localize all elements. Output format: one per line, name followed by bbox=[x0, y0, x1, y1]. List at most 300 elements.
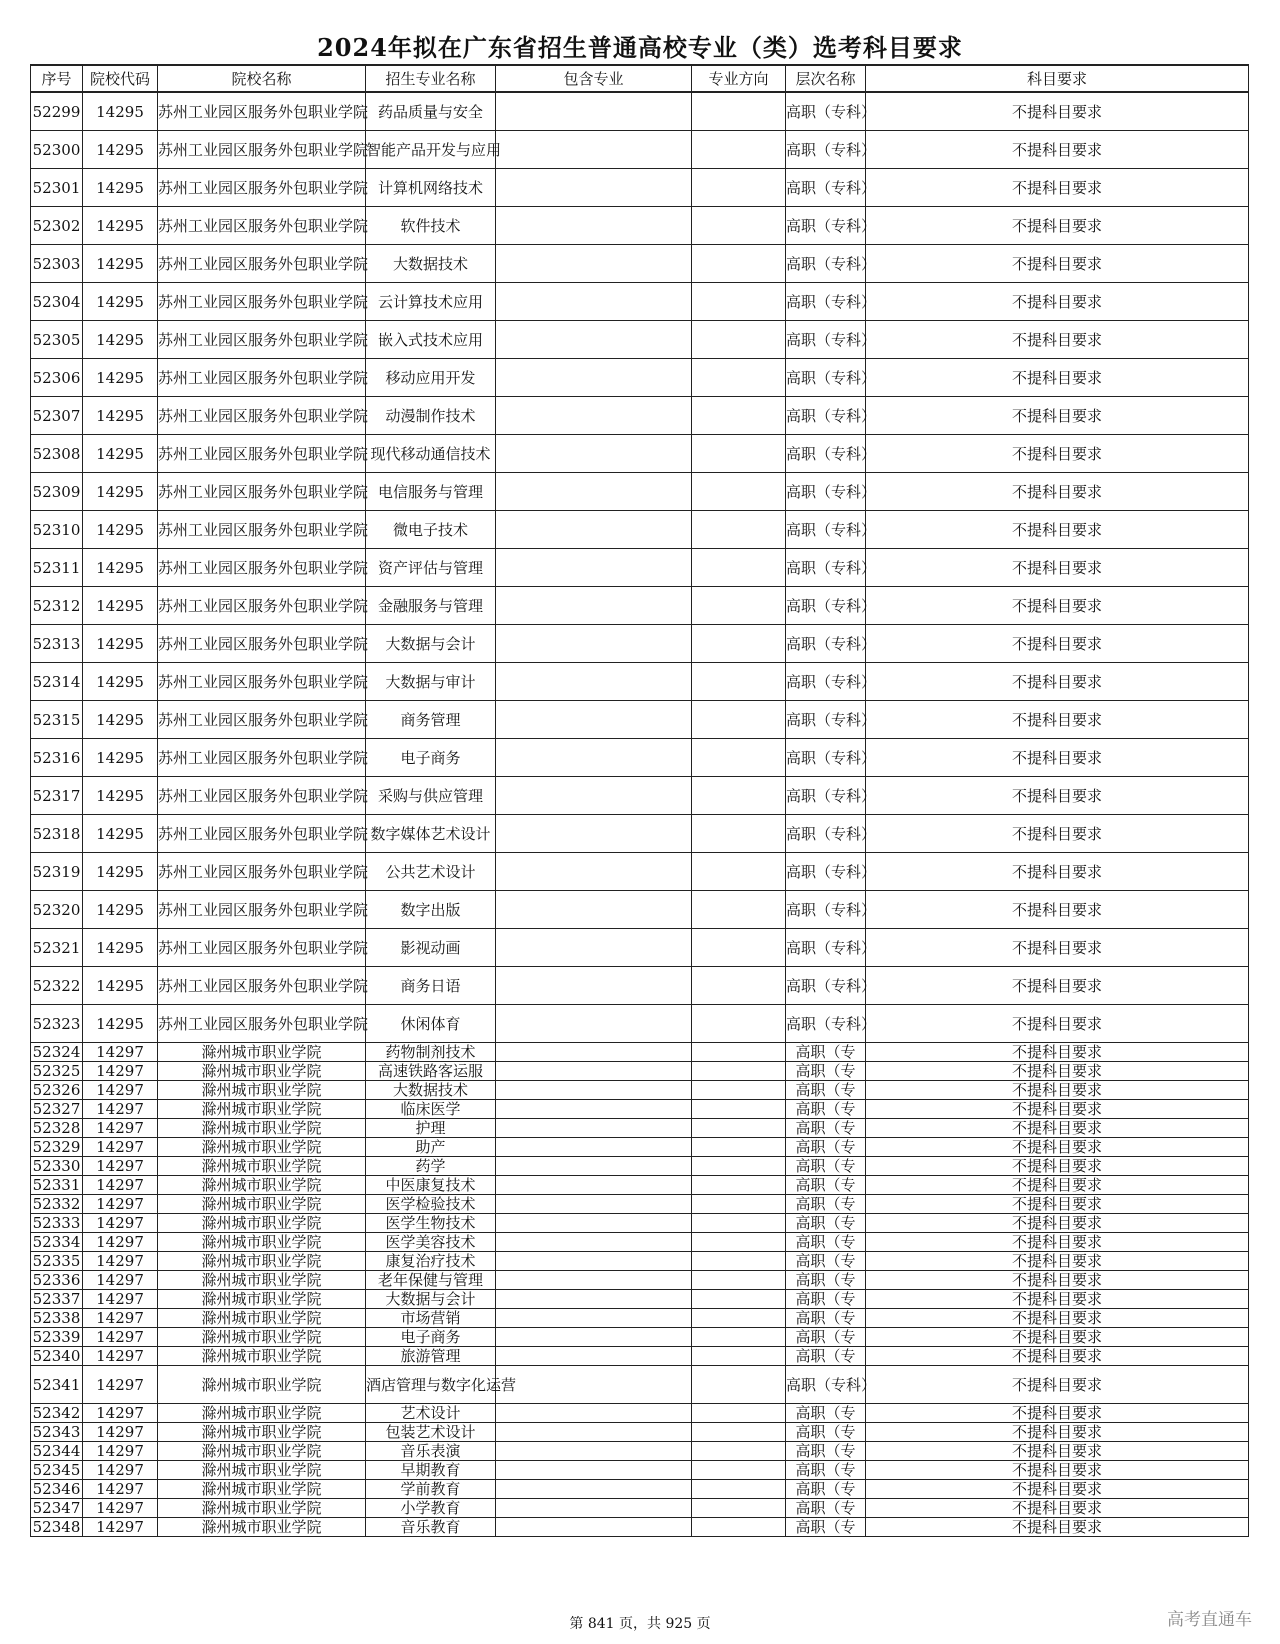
row-level: 高职（专 bbox=[786, 1480, 866, 1499]
row-code: 14295 bbox=[83, 777, 158, 815]
row-major: 音乐表演 bbox=[366, 1442, 496, 1461]
row-major: 资产评估与管理 bbox=[366, 549, 496, 587]
row-include bbox=[496, 891, 692, 929]
row-direction bbox=[692, 815, 786, 853]
row-seq: 52324 bbox=[31, 1043, 83, 1062]
row-seq: 52301 bbox=[31, 169, 83, 207]
table-row bbox=[31, 1347, 1249, 1366]
row-code: 14295 bbox=[83, 169, 158, 207]
row-seq: 52341 bbox=[31, 1366, 83, 1404]
row-school: 滁州城市职业学院 bbox=[158, 1214, 366, 1233]
row-seq: 52302 bbox=[31, 207, 83, 245]
row-level: 高职（专科） bbox=[786, 1366, 866, 1404]
row-code: 14297 bbox=[83, 1309, 158, 1328]
row-major: 商务管理 bbox=[366, 701, 496, 739]
row-direction bbox=[692, 245, 786, 283]
row-include bbox=[496, 777, 692, 815]
table-row bbox=[31, 435, 1249, 473]
row-level: 高职（专科） bbox=[786, 1005, 866, 1043]
row-include bbox=[496, 1005, 692, 1043]
row-major: 影视动画 bbox=[366, 929, 496, 967]
row-code: 14297 bbox=[83, 1138, 158, 1157]
row-include bbox=[496, 321, 692, 359]
row-school: 苏州工业园区服务外包职业学院 bbox=[158, 967, 366, 1005]
row-requirement: 不提科目要求 bbox=[866, 1347, 1249, 1366]
row-include bbox=[496, 587, 692, 625]
row-requirement: 不提科目要求 bbox=[866, 1442, 1249, 1461]
row-school: 滁州城市职业学院 bbox=[158, 1176, 366, 1195]
row-requirement: 不提科目要求 bbox=[866, 967, 1249, 1005]
row-requirement: 不提科目要求 bbox=[866, 625, 1249, 663]
row-code: 14295 bbox=[83, 701, 158, 739]
row-requirement: 不提科目要求 bbox=[866, 245, 1249, 283]
row-school: 滁州城市职业学院 bbox=[158, 1461, 366, 1480]
row-requirement: 不提科目要求 bbox=[866, 701, 1249, 739]
row-major: 中医康复技术 bbox=[366, 1176, 496, 1195]
table-row bbox=[31, 1366, 1249, 1404]
row-level: 高职（专 bbox=[786, 1499, 866, 1518]
row-level: 高职（专科） bbox=[786, 169, 866, 207]
row-code: 14297 bbox=[83, 1062, 158, 1081]
table-row bbox=[31, 1309, 1249, 1328]
row-code: 14295 bbox=[83, 625, 158, 663]
row-school: 滁州城市职业学院 bbox=[158, 1328, 366, 1347]
row-seq: 52310 bbox=[31, 511, 83, 549]
row-level: 高职（专 bbox=[786, 1252, 866, 1271]
row-include bbox=[496, 283, 692, 321]
header-direction: 专业方向 bbox=[692, 65, 786, 92]
row-school: 苏州工业园区服务外包职业学院 bbox=[158, 511, 366, 549]
row-direction bbox=[692, 283, 786, 321]
row-major: 采购与供应管理 bbox=[366, 777, 496, 815]
row-level: 高职（专 bbox=[786, 1043, 866, 1062]
table-row bbox=[31, 245, 1249, 283]
brand-watermark-text: 高考直通车 bbox=[1167, 1610, 1252, 1630]
row-include bbox=[496, 739, 692, 777]
row-code: 14295 bbox=[83, 511, 158, 549]
row-include bbox=[496, 435, 692, 473]
row-major: 医学美容技术 bbox=[366, 1233, 496, 1252]
row-major: 医学检验技术 bbox=[366, 1195, 496, 1214]
header-requirement: 科目要求 bbox=[866, 65, 1249, 92]
row-level: 高职（专科） bbox=[786, 283, 866, 321]
row-level: 高职（专科） bbox=[786, 92, 866, 131]
row-seq: 52317 bbox=[31, 777, 83, 815]
row-level: 高职（专 bbox=[786, 1138, 866, 1157]
row-include bbox=[496, 1100, 692, 1119]
table-row bbox=[31, 1480, 1249, 1499]
row-requirement: 不提科目要求 bbox=[866, 1480, 1249, 1499]
row-requirement: 不提科目要求 bbox=[866, 1423, 1249, 1442]
row-major: 老年保健与管理 bbox=[366, 1271, 496, 1290]
row-include bbox=[496, 663, 692, 701]
row-school: 苏州工业园区服务外包职业学院 bbox=[158, 435, 366, 473]
row-include bbox=[496, 1480, 692, 1499]
row-include bbox=[496, 169, 692, 207]
row-code: 14297 bbox=[83, 1214, 158, 1233]
row-school: 滁州城市职业学院 bbox=[158, 1480, 366, 1499]
row-direction bbox=[692, 1252, 786, 1271]
row-seq: 52300 bbox=[31, 131, 83, 169]
table-row bbox=[31, 853, 1249, 891]
table-row bbox=[31, 967, 1249, 1005]
requirements-table bbox=[30, 64, 1249, 1537]
row-level: 高职（专科） bbox=[786, 549, 866, 587]
row-major: 小学教育 bbox=[366, 1499, 496, 1518]
row-code: 14297 bbox=[83, 1423, 158, 1442]
row-major: 公共艺术设计 bbox=[366, 853, 496, 891]
row-seq: 52312 bbox=[31, 587, 83, 625]
table-row bbox=[31, 92, 1249, 131]
row-include bbox=[496, 1214, 692, 1233]
row-include bbox=[496, 701, 692, 739]
row-major: 助产 bbox=[366, 1138, 496, 1157]
row-seq: 52333 bbox=[31, 1214, 83, 1233]
row-direction bbox=[692, 1271, 786, 1290]
row-direction bbox=[692, 853, 786, 891]
row-school: 滁州城市职业学院 bbox=[158, 1138, 366, 1157]
row-school: 苏州工业园区服务外包职业学院 bbox=[158, 625, 366, 663]
row-direction bbox=[692, 1499, 786, 1518]
row-requirement: 不提科目要求 bbox=[866, 929, 1249, 967]
row-direction bbox=[692, 1423, 786, 1442]
row-requirement: 不提科目要求 bbox=[866, 1271, 1249, 1290]
row-seq: 52319 bbox=[31, 853, 83, 891]
row-code: 14297 bbox=[83, 1499, 158, 1518]
table-row bbox=[31, 1005, 1249, 1043]
row-code: 14295 bbox=[83, 245, 158, 283]
row-direction bbox=[692, 207, 786, 245]
row-include bbox=[496, 1499, 692, 1518]
row-major: 学前教育 bbox=[366, 1480, 496, 1499]
row-direction bbox=[692, 1062, 786, 1081]
row-level: 高职（专科） bbox=[786, 625, 866, 663]
row-code: 14297 bbox=[83, 1271, 158, 1290]
row-seq: 52321 bbox=[31, 929, 83, 967]
row-include bbox=[496, 1271, 692, 1290]
table-row bbox=[31, 1499, 1249, 1518]
table-row bbox=[31, 1290, 1249, 1309]
table-row bbox=[31, 359, 1249, 397]
row-level: 高职（专科） bbox=[786, 131, 866, 169]
row-include bbox=[496, 207, 692, 245]
row-include bbox=[496, 1138, 692, 1157]
row-major: 现代移动通信技术 bbox=[366, 435, 496, 473]
row-level: 高职（专 bbox=[786, 1100, 866, 1119]
row-school: 苏州工业园区服务外包职业学院 bbox=[158, 549, 366, 587]
row-requirement: 不提科目要求 bbox=[866, 1157, 1249, 1176]
header-level: 层次名称 bbox=[786, 65, 866, 92]
row-seq: 52318 bbox=[31, 815, 83, 853]
row-include bbox=[496, 1081, 692, 1100]
row-school: 苏州工业园区服务外包职业学院 bbox=[158, 92, 366, 131]
row-include bbox=[496, 1366, 692, 1404]
table-header-row bbox=[31, 65, 1249, 92]
row-code: 14295 bbox=[83, 92, 158, 131]
row-include bbox=[496, 511, 692, 549]
row-direction bbox=[692, 739, 786, 777]
row-school: 滁州城市职业学院 bbox=[158, 1290, 366, 1309]
row-school: 苏州工业园区服务外包职业学院 bbox=[158, 663, 366, 701]
row-level: 高职（专科） bbox=[786, 815, 866, 853]
row-school: 苏州工业园区服务外包职业学院 bbox=[158, 245, 366, 283]
row-level: 高职（专科） bbox=[786, 245, 866, 283]
row-include bbox=[496, 853, 692, 891]
row-requirement: 不提科目要求 bbox=[866, 663, 1249, 701]
row-requirement: 不提科目要求 bbox=[866, 1461, 1249, 1480]
row-requirement: 不提科目要求 bbox=[866, 1233, 1249, 1252]
row-requirement: 不提科目要求 bbox=[866, 1252, 1249, 1271]
row-code: 14295 bbox=[83, 397, 158, 435]
row-seq: 52339 bbox=[31, 1328, 83, 1347]
row-direction bbox=[692, 891, 786, 929]
row-seq: 52328 bbox=[31, 1119, 83, 1138]
row-code: 14295 bbox=[83, 967, 158, 1005]
row-include bbox=[496, 1518, 692, 1537]
row-seq: 52304 bbox=[31, 283, 83, 321]
row-school: 滁州城市职业学院 bbox=[158, 1043, 366, 1062]
row-school: 苏州工业园区服务外包职业学院 bbox=[158, 929, 366, 967]
row-direction bbox=[692, 1404, 786, 1423]
row-direction bbox=[692, 929, 786, 967]
row-seq: 52331 bbox=[31, 1176, 83, 1195]
row-level: 高职（专 bbox=[786, 1195, 866, 1214]
row-requirement: 不提科目要求 bbox=[866, 435, 1249, 473]
row-seq: 52340 bbox=[31, 1347, 83, 1366]
row-code: 14295 bbox=[83, 435, 158, 473]
row-requirement: 不提科目要求 bbox=[866, 321, 1249, 359]
row-school: 滁州城市职业学院 bbox=[158, 1442, 366, 1461]
table-row bbox=[31, 1176, 1249, 1195]
table-row bbox=[31, 397, 1249, 435]
row-direction bbox=[692, 1119, 786, 1138]
table-row bbox=[31, 1214, 1249, 1233]
row-level: 高职（专科） bbox=[786, 701, 866, 739]
row-school: 苏州工业园区服务外包职业学院 bbox=[158, 397, 366, 435]
row-requirement: 不提科目要求 bbox=[866, 92, 1249, 131]
row-direction bbox=[692, 321, 786, 359]
row-major: 医学生物技术 bbox=[366, 1214, 496, 1233]
row-major: 电子商务 bbox=[366, 739, 496, 777]
row-direction bbox=[692, 1442, 786, 1461]
row-seq: 52347 bbox=[31, 1499, 83, 1518]
row-level: 高职（专科） bbox=[786, 473, 866, 511]
row-seq: 52345 bbox=[31, 1461, 83, 1480]
row-seq: 52307 bbox=[31, 397, 83, 435]
row-seq: 52311 bbox=[31, 549, 83, 587]
row-include bbox=[496, 1252, 692, 1271]
table-row bbox=[31, 1518, 1249, 1537]
row-requirement: 不提科目要求 bbox=[866, 815, 1249, 853]
row-seq: 52315 bbox=[31, 701, 83, 739]
row-major: 休闲体育 bbox=[366, 1005, 496, 1043]
row-direction bbox=[692, 1366, 786, 1404]
row-requirement: 不提科目要求 bbox=[866, 1404, 1249, 1423]
row-code: 14297 bbox=[83, 1252, 158, 1271]
row-school: 苏州工业园区服务外包职业学院 bbox=[158, 1005, 366, 1043]
row-seq: 52346 bbox=[31, 1480, 83, 1499]
row-seq: 52338 bbox=[31, 1309, 83, 1328]
row-school: 苏州工业园区服务外包职业学院 bbox=[158, 891, 366, 929]
header-seq: 序号 bbox=[31, 65, 83, 92]
row-include bbox=[496, 929, 692, 967]
row-school: 苏州工业园区服务外包职业学院 bbox=[158, 207, 366, 245]
row-major: 早期教育 bbox=[366, 1461, 496, 1480]
row-seq: 52309 bbox=[31, 473, 83, 511]
row-requirement: 不提科目要求 bbox=[866, 207, 1249, 245]
row-major: 计算机网络技术 bbox=[366, 169, 496, 207]
row-include bbox=[496, 1290, 692, 1309]
row-school: 苏州工业园区服务外包职业学院 bbox=[158, 321, 366, 359]
row-major: 动漫制作技术 bbox=[366, 397, 496, 435]
table-row bbox=[31, 169, 1249, 207]
row-code: 14295 bbox=[83, 853, 158, 891]
table-row bbox=[31, 663, 1249, 701]
row-code: 14297 bbox=[83, 1100, 158, 1119]
row-level: 高职（专科） bbox=[786, 777, 866, 815]
row-include bbox=[496, 625, 692, 663]
row-level: 高职（专科） bbox=[786, 321, 866, 359]
row-requirement: 不提科目要求 bbox=[866, 853, 1249, 891]
row-requirement: 不提科目要求 bbox=[866, 549, 1249, 587]
table-row bbox=[31, 1233, 1249, 1252]
row-direction bbox=[692, 511, 786, 549]
row-level: 高职（专科） bbox=[786, 435, 866, 473]
row-level: 高职（专 bbox=[786, 1461, 866, 1480]
row-level: 高职（专 bbox=[786, 1328, 866, 1347]
row-school: 滁州城市职业学院 bbox=[158, 1404, 366, 1423]
table-row bbox=[31, 891, 1249, 929]
row-school: 滁州城市职业学院 bbox=[158, 1081, 366, 1100]
row-code: 14295 bbox=[83, 929, 158, 967]
row-school: 苏州工业园区服务外包职业学院 bbox=[158, 359, 366, 397]
row-include bbox=[496, 1062, 692, 1081]
page-footer: 第 841 页，共 925 页 bbox=[569, 1616, 711, 1632]
row-major: 商务日语 bbox=[366, 967, 496, 1005]
row-level: 高职（专 bbox=[786, 1290, 866, 1309]
row-code: 14297 bbox=[83, 1442, 158, 1461]
row-level: 高职（专 bbox=[786, 1176, 866, 1195]
row-code: 14297 bbox=[83, 1233, 158, 1252]
row-include bbox=[496, 1442, 692, 1461]
table-row bbox=[31, 1100, 1249, 1119]
row-include bbox=[496, 1119, 692, 1138]
row-level: 高职（专科） bbox=[786, 663, 866, 701]
row-code: 14297 bbox=[83, 1081, 158, 1100]
row-school: 苏州工业园区服务外包职业学院 bbox=[158, 169, 366, 207]
table-row bbox=[31, 321, 1249, 359]
row-requirement: 不提科目要求 bbox=[866, 777, 1249, 815]
row-direction bbox=[692, 359, 786, 397]
row-code: 14297 bbox=[83, 1119, 158, 1138]
table-row bbox=[31, 283, 1249, 321]
row-seq: 52299 bbox=[31, 92, 83, 131]
row-code: 14297 bbox=[83, 1043, 158, 1062]
row-seq: 52343 bbox=[31, 1423, 83, 1442]
row-level: 高职（专科） bbox=[786, 207, 866, 245]
row-level: 高职（专科） bbox=[786, 587, 866, 625]
table-row bbox=[31, 625, 1249, 663]
row-code: 14297 bbox=[83, 1290, 158, 1309]
table-row bbox=[31, 1119, 1249, 1138]
row-major: 大数据与审计 bbox=[366, 663, 496, 701]
row-requirement: 不提科目要求 bbox=[866, 1081, 1249, 1100]
row-seq: 52337 bbox=[31, 1290, 83, 1309]
row-seq: 52320 bbox=[31, 891, 83, 929]
row-requirement: 不提科目要求 bbox=[866, 1309, 1249, 1328]
row-school: 滁州城市职业学院 bbox=[158, 1119, 366, 1138]
row-code: 14295 bbox=[83, 549, 158, 587]
row-include bbox=[496, 245, 692, 283]
table-row bbox=[31, 1195, 1249, 1214]
row-major: 药品质量与安全 bbox=[366, 92, 496, 131]
row-major: 高速铁路客运服 bbox=[366, 1062, 496, 1081]
row-school: 苏州工业园区服务外包职业学院 bbox=[158, 283, 366, 321]
row-seq: 52316 bbox=[31, 739, 83, 777]
row-school: 滁州城市职业学院 bbox=[158, 1271, 366, 1290]
row-major: 数字出版 bbox=[366, 891, 496, 929]
row-code: 14297 bbox=[83, 1347, 158, 1366]
row-include bbox=[496, 549, 692, 587]
row-school: 滁州城市职业学院 bbox=[158, 1309, 366, 1328]
row-code: 14295 bbox=[83, 473, 158, 511]
row-seq: 52342 bbox=[31, 1404, 83, 1423]
row-requirement: 不提科目要求 bbox=[866, 473, 1249, 511]
row-major: 市场营销 bbox=[366, 1309, 496, 1328]
table-row bbox=[31, 1461, 1249, 1480]
row-seq: 52327 bbox=[31, 1100, 83, 1119]
row-direction bbox=[692, 1347, 786, 1366]
row-requirement: 不提科目要求 bbox=[866, 169, 1249, 207]
row-include bbox=[496, 1195, 692, 1214]
table-row bbox=[31, 1138, 1249, 1157]
row-code: 14297 bbox=[83, 1366, 158, 1404]
row-include bbox=[496, 1404, 692, 1423]
row-code: 14295 bbox=[83, 1005, 158, 1043]
row-level: 高职（专 bbox=[786, 1442, 866, 1461]
row-major: 音乐教育 bbox=[366, 1518, 496, 1537]
row-direction bbox=[692, 1100, 786, 1119]
row-level: 高职（专科） bbox=[786, 967, 866, 1005]
row-major: 包装艺术设计 bbox=[366, 1423, 496, 1442]
row-code: 14297 bbox=[83, 1157, 158, 1176]
row-direction bbox=[692, 967, 786, 1005]
row-major: 电信服务与管理 bbox=[366, 473, 496, 511]
row-seq: 52322 bbox=[31, 967, 83, 1005]
row-requirement: 不提科目要求 bbox=[866, 1366, 1249, 1404]
row-code: 14295 bbox=[83, 891, 158, 929]
row-requirement: 不提科目要求 bbox=[866, 1195, 1249, 1214]
row-level: 高职（专科） bbox=[786, 891, 866, 929]
row-include bbox=[496, 1347, 692, 1366]
row-school: 苏州工业园区服务外包职业学院 bbox=[158, 701, 366, 739]
row-direction bbox=[692, 1518, 786, 1537]
table-row bbox=[31, 1252, 1249, 1271]
row-direction bbox=[692, 397, 786, 435]
row-direction bbox=[692, 435, 786, 473]
row-requirement: 不提科目要求 bbox=[866, 1290, 1249, 1309]
table-row bbox=[31, 1328, 1249, 1347]
row-direction bbox=[692, 1233, 786, 1252]
table-row bbox=[31, 1062, 1249, 1081]
table-row bbox=[31, 701, 1249, 739]
row-requirement: 不提科目要求 bbox=[866, 1100, 1249, 1119]
row-seq: 52348 bbox=[31, 1518, 83, 1537]
table-row bbox=[31, 207, 1249, 245]
row-seq: 52329 bbox=[31, 1138, 83, 1157]
row-requirement: 不提科目要求 bbox=[866, 1043, 1249, 1062]
row-school: 苏州工业园区服务外包职业学院 bbox=[158, 853, 366, 891]
